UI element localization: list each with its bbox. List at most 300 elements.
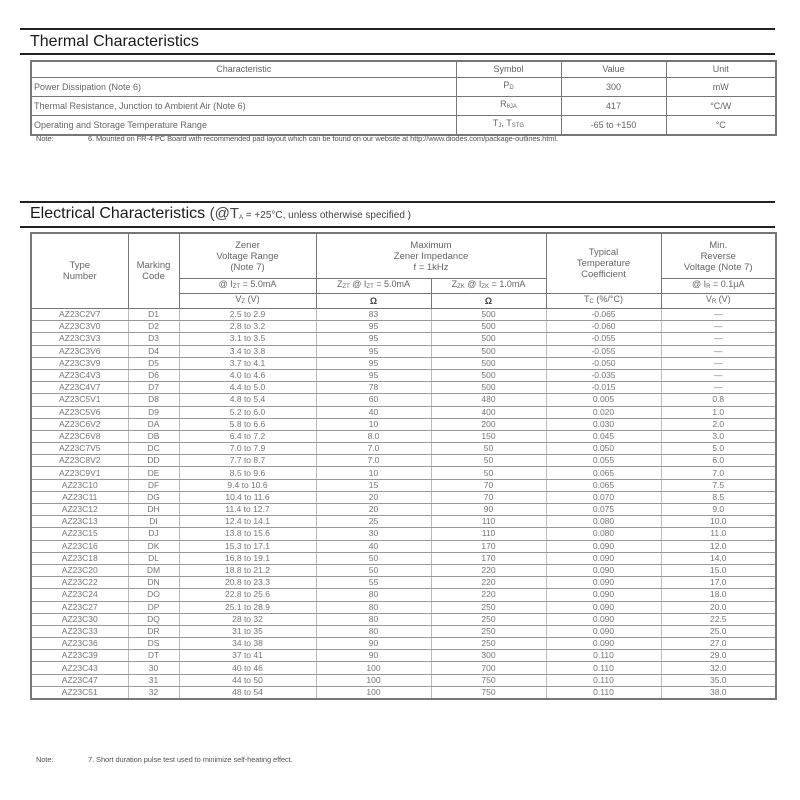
zzk-cell: 480 [431,394,546,406]
unit-text: V [235,294,242,304]
symbol-subscript: θJA [506,104,517,110]
condition-text: Z [451,279,458,289]
table-row [31,577,776,589]
zzk-cell: 170 [431,552,546,564]
condition-text: @ I [349,279,367,289]
zener-voltage-cell: 4.0 to 4.6 [179,369,316,381]
reverse-voltage-cell: — [661,357,776,369]
temp-coeff-cell: 0.110 [546,674,661,686]
condition-text: = 0.1μA [710,279,745,289]
zener-voltage-cell: 9.4 to 10.6 [179,479,316,491]
header-line: Temperature [576,258,631,269]
header-line: Reverse [700,250,736,262]
note-label: Note: [36,134,54,143]
type-number-cell: AZ23C36 [31,638,128,650]
zzt-cell: 7.0 [316,455,431,467]
electrical-header-row [31,233,776,279]
symbol-subscript: J [498,123,502,129]
marking-code-cell: DN [128,577,179,589]
type-number-cell: AZ23C18 [31,552,128,564]
temp-coeff-cell: 0.065 [546,467,661,479]
temp-coeff-cell: 0.090 [546,540,661,552]
table-row [31,309,776,321]
electrical-title [30,205,411,223]
symbol-cell [456,97,561,116]
marking-code-cell: 31 [128,674,179,686]
zzt-cell: 8.0 [316,430,431,442]
unit-text: (V) [245,294,260,304]
temp-coeff-cell: -0.050 [546,357,661,369]
table-row [31,369,776,381]
temp-coeff-cell: 0.050 [546,443,661,455]
condition-text: @ I [218,279,233,289]
type-number-cell: AZ23C4V7 [31,382,128,394]
zener-voltage-cell: 15.3 to 17.1 [179,540,316,552]
zzt-cell: 10 [316,418,431,430]
type-number-cell: AZ23C3V9 [31,357,128,369]
zener-voltage-cell: 3.7 to 4.1 [179,357,316,369]
marking-code-cell: DJ [128,528,179,540]
zener-voltage-cell: 13.8 to 15.6 [179,528,316,540]
zzk-cell: 400 [431,406,546,418]
reverse-voltage-cell: 32.0 [661,662,776,674]
table-row [31,504,776,516]
table-row [31,406,776,418]
thermal-title: Thermal Characteristics [30,33,199,50]
temp-coeff-cell: 0.020 [546,406,661,418]
symbol-subscript: STG [511,123,525,129]
characteristic-cell: Thermal Resistance, Junction to Ambient Air (Note 6) [31,97,456,116]
electrical-table-body [31,309,776,700]
marking-code-cell: DP [128,601,179,613]
reverse-voltage-cell: 9.0 [661,504,776,516]
marking-code-cell: D2 [128,321,179,333]
type-number-cell: AZ23C43 [31,662,128,674]
zzk-cell: 110 [431,516,546,528]
table-row [31,418,776,430]
zener-voltage-cell: 31 to 35 [179,625,316,637]
thermal-note [36,134,558,143]
zener-voltage-cell: 40 to 46 [179,662,316,674]
temp-coeff-cell: -0.055 [546,345,661,357]
header-line: Min. [709,239,728,251]
table-row [31,528,776,540]
symbol-cell [456,78,561,97]
table-row [31,625,776,637]
zzt-cell: 25 [316,516,431,528]
zzk-cell: 200 [431,418,546,430]
zener-voltage-cell: 5.8 to 6.6 [179,418,316,430]
condition-text: Z [336,279,343,289]
unit-text: (V) [716,294,731,304]
electrical-table [30,232,777,700]
type-number-cell: AZ23C15 [31,528,128,540]
zener-voltage-cell: 16.8 to 19.1 [179,552,316,564]
reverse-voltage-cell: 38.0 [661,686,776,699]
zzk-cell: 150 [431,430,546,442]
reverse-voltage-cell: 2.0 [661,418,776,430]
type-number-cell: AZ23C11 [31,491,128,503]
zzk-cell: 500 [431,369,546,381]
condition-subscript: ZK [481,284,490,290]
type-number-cell: AZ23C22 [31,577,128,589]
zener-voltage-cell: 5.2 to 6.0 [179,406,316,418]
zzk-cell: 500 [431,321,546,333]
table-row [31,78,776,97]
table-row [31,686,776,699]
zzk-cell: 170 [431,540,546,552]
header-line: f = 1kHz [413,261,449,273]
reverse-voltage-cell: 0.8 [661,394,776,406]
characteristic-cell: Operating and Storage Temperature Range [31,116,456,136]
marking-code-cell: DK [128,540,179,552]
symbol-text: R [500,99,507,109]
value-cell: 417 [561,97,666,116]
marking-code-cell: DE [128,467,179,479]
temp-coeff-unit [546,294,661,309]
zzk-cell: 250 [431,625,546,637]
marking-code-cell: D9 [128,406,179,418]
zzt-cell: 80 [316,625,431,637]
zzk-cell: 750 [431,674,546,686]
type-number-cell: AZ23C51 [31,686,128,699]
table-row [31,321,776,333]
thermal-header-row [31,61,776,78]
zener-voltage-cell: 3.1 to 3.5 [179,333,316,345]
zener-voltage-cell: 2.5 to 2.9 [179,309,316,321]
zzk-condition [431,279,546,294]
header-line: Zener Impedance [393,250,469,262]
reverse-voltage-cell: 3.0 [661,430,776,442]
zzt-unit: Ω [316,294,431,309]
condition-subscript: ZK [457,284,465,290]
zzt-condition [316,279,431,294]
marking-code-cell: DI [128,516,179,528]
table-row [31,382,776,394]
header-impedance [316,233,546,279]
characteristic-cell: Power Dissipation (Note 6) [31,78,456,97]
type-number-cell: AZ23C3V3 [31,333,128,345]
table-row [31,491,776,503]
marking-code-cell: DM [128,564,179,576]
type-number-cell: AZ23C5V6 [31,406,128,418]
zener-voltage-cell: 20.8 to 23.3 [179,577,316,589]
zzt-cell: 50 [316,564,431,576]
condition-text: (@T [209,205,239,222]
type-number-cell: AZ23C9V1 [31,467,128,479]
reverse-voltage-cell: 12.0 [661,540,776,552]
marking-code-cell: DS [128,638,179,650]
reverse-voltage-cell: — [661,345,776,357]
zzk-cell: 250 [431,613,546,625]
reverse-voltage-cell: 29.0 [661,650,776,662]
temp-coeff-cell: 0.090 [546,613,661,625]
marking-code-cell: 32 [128,686,179,699]
header-line: Marking [136,260,171,271]
header-line: Zener [235,239,260,251]
marking-code-cell: DT [128,650,179,662]
header-value: Value [561,61,666,78]
reverse-voltage-cell: 11.0 [661,528,776,540]
zener-voltage-cell: 44 to 50 [179,674,316,686]
table-row [31,516,776,528]
reverse-voltage-cell: — [661,309,776,321]
thermal-table [30,60,777,136]
table-row [31,116,776,136]
marking-code-cell: D7 [128,382,179,394]
type-number-cell: AZ23C10 [31,479,128,491]
zzt-cell: 100 [316,686,431,699]
zener-voltage-cell: 18.8 to 21.2 [179,564,316,576]
marking-code-cell: DA [128,418,179,430]
marking-code-cell: DF [128,479,179,491]
temp-coeff-cell: 0.090 [546,601,661,613]
table-row [31,455,776,467]
zener-voltage-cell: 25.1 to 28.9 [179,601,316,613]
symbol-cell [456,116,561,136]
temp-coeff-cell: 0.070 [546,491,661,503]
temp-coeff-cell: 0.080 [546,528,661,540]
unit-cell: °C [666,116,776,136]
type-number-cell: AZ23C24 [31,589,128,601]
zzk-cell: 220 [431,589,546,601]
zzk-cell: 300 [431,650,546,662]
table-row [31,650,776,662]
temp-coeff-cell: 0.110 [546,686,661,699]
temp-coeff-cell: 0.045 [546,430,661,442]
note-text: 7. Short duration pulse test used to minimize self-heating effect. [88,755,293,764]
symbol-text: , T [501,118,512,128]
temp-coeff-cell: 0.005 [546,394,661,406]
reverse-voltage-cell: 35.0 [661,674,776,686]
unit-cell: °C/W [666,97,776,116]
temp-coeff-cell: 0.090 [546,638,661,650]
reverse-voltage-cell: 18.0 [661,589,776,601]
temp-coeff-cell: 0.110 [546,650,661,662]
table-row [31,674,776,686]
temp-coeff-cell: -0.035 [546,369,661,381]
marking-code-cell: DL [128,552,179,564]
zzt-cell: 100 [316,674,431,686]
header-reverse-voltage [661,233,776,279]
marking-code-cell: D4 [128,345,179,357]
zener-voltage-cell: 3.4 to 3.8 [179,345,316,357]
zzt-cell: 80 [316,601,431,613]
table-row [31,638,776,650]
marking-code-cell: D6 [128,369,179,381]
zzt-cell: 95 [316,321,431,333]
unit-text: T [584,294,590,304]
zzk-cell: 110 [431,528,546,540]
zzt-cell: 60 [316,394,431,406]
zzt-cell: 95 [316,369,431,381]
zzk-cell: 700 [431,662,546,674]
top-rule [20,28,775,30]
header-line: Maximum [410,239,452,251]
header-line: Type [69,260,91,271]
zzt-cell: 78 [316,382,431,394]
reverse-condition [661,279,776,294]
header-line: Number [62,271,97,282]
type-number-cell: AZ23C13 [31,516,128,528]
zzt-cell: 90 [316,638,431,650]
type-number-cell: AZ23C16 [31,540,128,552]
reverse-voltage-cell: 20.0 [661,601,776,613]
zzt-cell: 100 [316,662,431,674]
temp-coeff-cell: 0.075 [546,504,661,516]
zzt-cell: 90 [316,650,431,662]
marking-code-cell: DB [128,430,179,442]
temp-coeff-cell: 0.090 [546,625,661,637]
zzk-cell: 500 [431,345,546,357]
zzk-cell: 50 [431,467,546,479]
marking-code-cell: DH [128,504,179,516]
temp-coeff-cell: -0.015 [546,382,661,394]
zener-voltage-cell: 2.8 to 3.2 [179,321,316,333]
table-row [31,357,776,369]
zener-voltage-cell: 7.7 to 8.7 [179,455,316,467]
zzt-cell: 30 [316,528,431,540]
type-number-cell: AZ23C3V0 [31,321,128,333]
table-row [31,552,776,564]
zzt-cell: 40 [316,406,431,418]
reverse-voltage-cell: 8.5 [661,491,776,503]
marking-code-cell: DD [128,455,179,467]
temp-coeff-cell: 0.090 [546,564,661,576]
unit-subscript: Z [241,299,246,305]
marking-code-cell: DC [128,443,179,455]
zener-voltage-cell: 10.4 to 11.6 [179,491,316,503]
table-row [31,540,776,552]
table-row [31,345,776,357]
header-characteristic: Characteristic [31,61,456,78]
thermal-title-rule [20,53,775,55]
reverse-voltage-cell: 6.0 [661,455,776,467]
marking-code-cell: DQ [128,613,179,625]
zzt-cell: 95 [316,333,431,345]
header-zener-voltage [179,233,316,279]
zzt-cell: 80 [316,613,431,625]
header-line: Voltage Range [216,250,279,262]
table-row [31,97,776,116]
condition-subscript: ZT [342,284,350,290]
zener-voltage-cell: 4.8 to 5.4 [179,394,316,406]
table-row [31,467,776,479]
condition-text: = 5.0mA [240,279,277,289]
header-line: Code [142,271,165,282]
unit-text: V [705,294,712,304]
table-row [31,430,776,442]
table-row [31,479,776,491]
zener-voltage-condition [179,279,316,294]
header-unit: Unit [666,61,776,78]
reverse-voltage-cell: — [661,369,776,381]
type-number-cell: AZ23C27 [31,601,128,613]
marking-code-cell: DG [128,491,179,503]
temp-coeff-cell: -0.060 [546,321,661,333]
condition-subscript: R [706,284,711,290]
type-number-cell: AZ23C2V7 [31,309,128,321]
type-number-cell: AZ23C6V2 [31,418,128,430]
type-number-cell: AZ23C5V1 [31,394,128,406]
type-number-cell: AZ23C30 [31,613,128,625]
zener-voltage-cell: 6.4 to 7.2 [179,430,316,442]
unit-text: (%/°C) [593,294,623,304]
table-row [31,589,776,601]
table-row [31,613,776,625]
value-cell: -65 to +150 [561,116,666,136]
table-row [31,564,776,576]
zener-voltage-cell: 7.0 to 7.9 [179,443,316,455]
reverse-voltage-cell: — [661,321,776,333]
type-number-cell: AZ23C12 [31,504,128,516]
header-line: (Note 7) [230,261,265,273]
unit-subscript: C [589,299,594,305]
zzt-cell: 80 [316,589,431,601]
reverse-voltage-cell: 22.5 [661,613,776,625]
zener-voltage-cell: 4.4 to 5.0 [179,382,316,394]
temp-coeff-cell: 0.110 [546,662,661,674]
zener-voltage-cell: 37 to 41 [179,650,316,662]
reverse-voltage-cell: 25.0 [661,625,776,637]
condition-text: @ I [692,279,707,289]
reverse-voltage-cell: 14.0 [661,552,776,564]
zzt-cell: 95 [316,345,431,357]
zener-voltage-cell: 28 to 32 [179,613,316,625]
marking-code-cell: D5 [128,357,179,369]
reverse-voltage-cell: 27.0 [661,638,776,650]
table-row [31,443,776,455]
table-row [31,662,776,674]
marking-code-cell: D3 [128,333,179,345]
zzk-cell: 250 [431,638,546,650]
zzk-cell: 70 [431,479,546,491]
zzk-cell: 220 [431,564,546,576]
zener-voltage-cell: 8.5 to 9.6 [179,467,316,479]
header-line: Voltage (Note 7) [683,261,753,273]
electrical-top-rule [20,201,775,203]
header-line: Typical [588,247,619,258]
table-row [31,394,776,406]
reverse-voltage-cell: 7.0 [661,467,776,479]
note-label: Note: [36,755,54,764]
header-temp-coeff [546,233,661,294]
zener-voltage-cell: 34 to 38 [179,638,316,650]
zzt-cell: 83 [316,309,431,321]
reverse-unit [661,294,776,309]
temp-coeff-cell: -0.065 [546,309,661,321]
condition-text: = +25°C, unless otherwise specified ) [243,210,411,221]
condition-text: = 1.0mA [489,279,526,289]
type-number-cell: AZ23C6V8 [31,430,128,442]
temp-coeff-cell: 0.080 [546,516,661,528]
reverse-voltage-cell: 5.0 [661,443,776,455]
marking-code-cell: D1 [128,309,179,321]
value-cell: 300 [561,78,666,97]
unit-cell: mW [666,78,776,97]
electrical-note [36,755,293,764]
electrical-title-text: Electrical Characteristics [30,205,206,222]
zzk-cell: 500 [431,309,546,321]
zzt-cell: 7.0 [316,443,431,455]
zzk-cell: 90 [431,504,546,516]
marking-code-cell: DO [128,589,179,601]
zzk-cell: 50 [431,443,546,455]
reverse-voltage-cell: — [661,382,776,394]
header-line: Coefficient [581,269,626,280]
zzk-cell: 500 [431,333,546,345]
reverse-voltage-cell: 15.0 [661,564,776,576]
